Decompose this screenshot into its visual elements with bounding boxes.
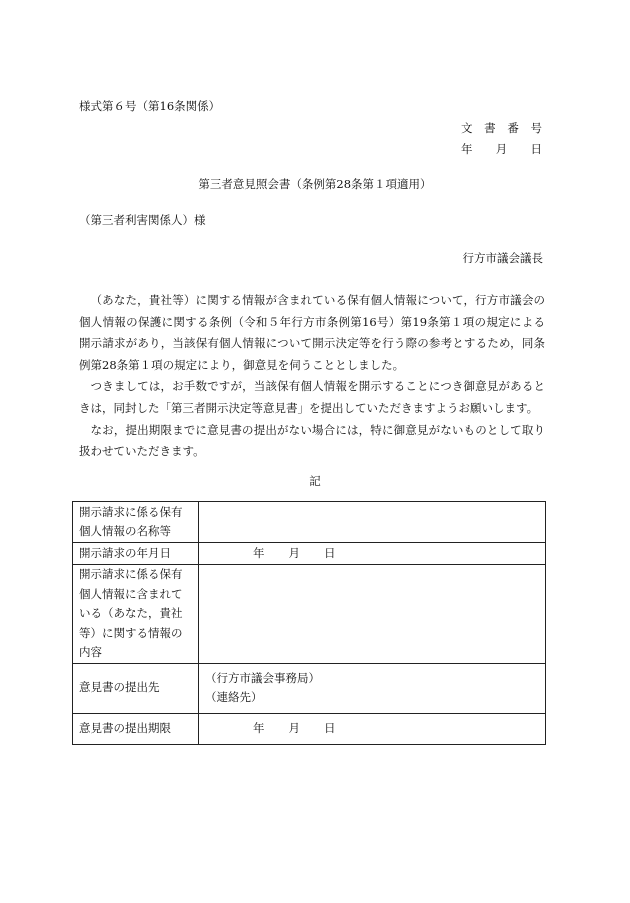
date-day: 日 — [324, 720, 336, 735]
doc-number-char: 書 — [484, 121, 496, 135]
doc-number-char: 号 — [530, 121, 542, 135]
table-row — [73, 713, 546, 744]
date-day: 日 — [324, 545, 336, 560]
table-row — [73, 565, 546, 664]
row-label-submission-destination: 意見書の提出先 — [73, 663, 199, 713]
body-paragraph: （あなた，貴社等）に関する情報が含まれている保有個人情報について，行方市議会の個人情報の保護に関する条例（令和５年行方市条例第16号）第19条第１項の規定による開示請求があり，当該保有個人情報について開示決定等を行う際の参考とするため，同条例第28条第１項の規定により，御意見を伺うこととしました。 — [79, 293, 545, 372]
doc-number-char: 文 — [461, 121, 473, 135]
date-month-char: 月 — [495, 142, 508, 156]
info-table — [72, 501, 546, 745]
table-row — [73, 543, 546, 565]
value-submission-destination — [199, 663, 546, 713]
document-date-label — [461, 141, 542, 157]
table-row — [73, 502, 546, 543]
sender: 行方市議会議長 — [462, 251, 543, 265]
form-number: 様式第６号（第16条関係） — [79, 99, 221, 113]
submission-contact: （連絡先） — [205, 690, 263, 704]
value-request-date — [199, 543, 546, 565]
body-paragraph: なお，提出期限までに意見書の提出がない場合には，特に御意見がないものとして取り扱わせていただきます。 — [79, 422, 545, 459]
value-info-name — [199, 502, 546, 543]
row-label-submission-deadline: 意見書の提出期限 — [73, 713, 199, 744]
date-month: 月 — [288, 545, 300, 560]
date-day-char: 日 — [530, 142, 542, 156]
table-row — [73, 663, 546, 713]
body-text — [79, 290, 545, 463]
date-year: 年 — [253, 545, 265, 560]
submission-office: （行方市議会事務局） — [205, 670, 320, 685]
date-year: 年 — [253, 720, 265, 735]
row-label-info-content: 開示請求に係る保有個人情報に含まれている（あなた，貴社等）に関する情報の内容 — [73, 565, 199, 664]
addressee: （第三者利害関係人）様 — [79, 213, 206, 227]
row-label-request-date: 開示請求の年月日 — [73, 543, 199, 565]
date-year-char: 年 — [461, 142, 473, 156]
body-paragraph: つきましては，お手数ですが，当該保有個人情報を開示することにつき御意見があるときは，同封した「第三者開示決定等意見書」を提出していただきますようお願いします。 — [79, 379, 545, 415]
document-title: 第三者意見照会書（条例第28条第１項適用） — [198, 177, 432, 191]
document-number-label — [461, 120, 542, 136]
row-label-info-name: 開示請求に係る保有個人情報の名称等 — [73, 502, 199, 543]
doc-number-char: 番 — [507, 121, 519, 135]
value-submission-deadline — [199, 713, 546, 744]
ki-heading: 記 — [309, 474, 321, 488]
value-info-content — [199, 565, 546, 664]
date-month: 月 — [288, 720, 300, 735]
